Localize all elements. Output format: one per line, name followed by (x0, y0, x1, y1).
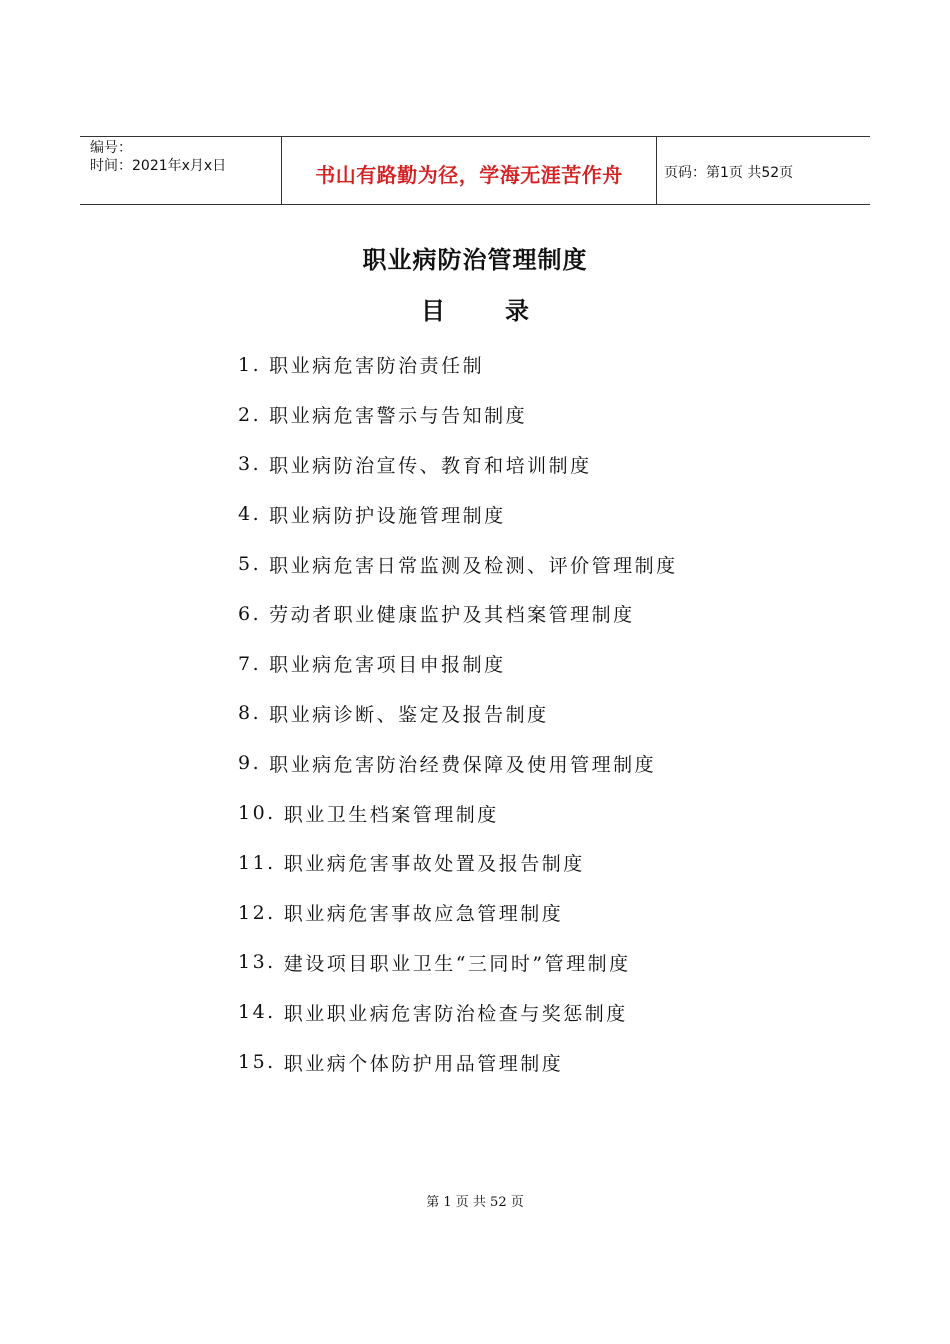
header-meta-cell (80, 137, 281, 204)
toc-item-text: 职业病个体防护用品管理制度 (283, 1052, 564, 1075)
toc-item (238, 788, 838, 838)
toc-item-number: 10. (238, 802, 276, 825)
toc-item (238, 987, 838, 1037)
toc-item-number: 12. (238, 901, 276, 924)
page-header (80, 136, 870, 205)
toc-item (238, 589, 838, 639)
document-title: 职业病防治管理制度 (362, 246, 588, 274)
toc-item-number: 6. (238, 602, 262, 625)
toc-item (238, 1037, 838, 1087)
header-page-info: 页码：第1页 共52页 (664, 165, 794, 181)
header-motto: 书山有路勤为径，学海无涯苦作舟 (315, 163, 623, 187)
document-number-label: 编号： (90, 140, 132, 156)
toc-item-text: 职业病危害防治责任制 (269, 355, 485, 378)
toc-item-number: 8. (238, 702, 262, 725)
toc-item (238, 888, 838, 938)
toc-heading: 目录 (421, 297, 589, 325)
toc-item-number: 11. (238, 851, 276, 874)
toc-item (238, 340, 838, 390)
toc-item (238, 489, 838, 539)
toc-item (238, 539, 838, 589)
toc-item-text: 职业卫生档案管理制度 (283, 803, 499, 826)
toc-item-number: 4. (238, 503, 262, 526)
toc-item-text: 职业病危害事故处置及报告制度 (283, 853, 585, 876)
page-footer: 第 1 页 共 52 页 (426, 1195, 524, 1210)
toc-item-text: 劳动者职业健康监护及其档案管理制度 (269, 604, 635, 627)
toc-item-text: 职业病危害防治经费保障及使用管理制度 (269, 753, 657, 776)
header-motto-cell (281, 137, 657, 204)
document-time-label: 时间：2021年x月x日 (90, 158, 227, 174)
toc-item-text: 职业职业病危害防治检查与奖惩制度 (283, 1002, 628, 1025)
toc-item (238, 390, 838, 440)
toc-item-number: 2. (238, 403, 262, 426)
toc-item (238, 838, 838, 888)
toc-item-text: 建设项目职业卫生“三同时”管理制度 (283, 952, 631, 975)
toc-item-number: 13. (238, 951, 276, 974)
toc-item (238, 639, 838, 689)
toc-item (238, 689, 838, 739)
toc-item-text: 职业病危害日常监测及检测、评价管理制度 (269, 554, 678, 577)
toc-item-text: 职业病危害警示与告知制度 (269, 405, 528, 428)
toc-item-text: 职业病防治宣传、教育和培训制度 (269, 454, 592, 477)
toc-item-number: 14. (238, 1001, 276, 1024)
toc-item-text: 职业病防护设施管理制度 (269, 504, 506, 527)
toc-item-number: 7. (238, 652, 262, 675)
toc-item-number: 15. (238, 1051, 276, 1074)
toc-item-number: 9. (238, 752, 262, 775)
toc-item-number: 3. (238, 453, 262, 476)
toc-item-text: 职业病诊断、鉴定及报告制度 (269, 703, 549, 726)
toc-item (238, 738, 838, 788)
toc-item-number: 5. (238, 553, 262, 576)
toc-item (238, 440, 838, 490)
toc-item (238, 938, 838, 988)
toc-item-number: 1. (238, 353, 262, 376)
toc-item-text: 职业病危害项目申报制度 (269, 654, 506, 677)
toc-item-text: 职业病危害事故应急管理制度 (283, 903, 564, 926)
table-of-contents (238, 340, 838, 1087)
header-page-cell (656, 137, 870, 204)
